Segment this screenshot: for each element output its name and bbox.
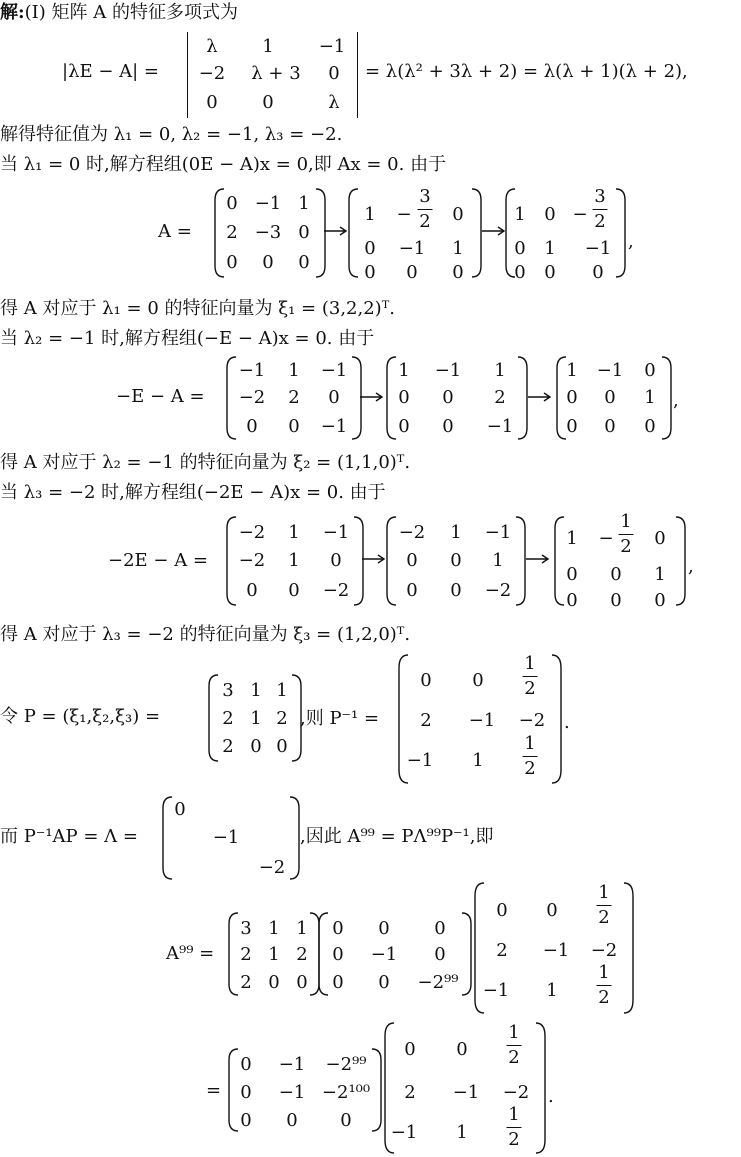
res-pinv-fraction [507,1106,522,1149]
eigvec3-line: 得 A 对应于 λ₃ = −2 的特征向量为 ξ₃ = (1,2,0)ᵀ. [0,624,411,645]
m3b-right-paren [514,516,526,606]
m3c-cell: 0 [610,564,622,585]
a99pinv-cell: 0 [496,900,508,921]
diag-cell: 0 [174,799,186,820]
m1c-cell: 1 [514,204,526,225]
m3b-cell: 1 [492,550,504,571]
m1a-left-paren [214,188,226,278]
m3b-cell: 0 [406,580,418,601]
numerator: 1 [598,962,610,983]
a99p-cell: 3 [240,918,252,939]
diag-cell: −2 [258,857,286,878]
m2c-cell: 0 [566,387,578,408]
m1a-cell: −1 [254,193,282,214]
m2b-right-paren [516,356,528,440]
a99pinv-cell: 2 [496,940,508,961]
m2b-cell: 2 [494,387,506,408]
m1a-cell: 0 [298,222,310,243]
p-lhs: 令 P = (ξ₁,ξ₂,ξ₃) = [0,706,161,727]
a99p-cell: 0 [268,972,280,993]
m1a-cell: 0 [226,252,238,273]
res-pinv-fraction [507,1024,522,1067]
m1b-cell: −1 [398,238,426,259]
m3c-fraction [619,513,634,556]
res-cell: 0 [340,1110,352,1131]
a99d-right-paren [460,912,472,996]
denominator: 2 [524,678,536,699]
a99pinv-fraction [597,884,612,927]
res-cell: 0 [240,1054,252,1075]
pinv-cell: 0 [420,670,432,691]
res-pinv-cell: 2 [404,1082,416,1103]
m3a-cell: 0 [330,550,342,571]
m3a-cell: 1 [288,522,300,543]
m3-tail: , [688,556,694,577]
denominator: 2 [598,987,610,1008]
res-cell: −2⁹⁹ [325,1054,367,1075]
res-pinv-cell: 0 [404,1039,416,1060]
res-cell: 0 [240,1082,252,1103]
m1c-cell: 1 [544,238,556,259]
res-right-paren [370,1048,382,1132]
m2a-cell: −1 [238,360,266,381]
res-pinv-cell: 0 [456,1039,468,1060]
numerator: 1 [620,511,632,532]
denominator: 2 [598,907,610,928]
solution-label: 解: [0,2,25,23]
m2b-cell: −1 [486,416,514,437]
result-tail: . [548,1086,554,1107]
m2c-cell: 1 [566,360,578,381]
numerator: 3 [419,186,431,207]
a99p-left-paren [228,912,240,996]
m3b-cell: 1 [450,522,462,543]
m2a-cell: 1 [288,360,300,381]
res-pinv-right-paren [534,1022,546,1154]
m3a-cell: −2 [238,550,266,571]
m2b-cell: 1 [398,360,410,381]
numerator: 1 [598,882,610,903]
numerator: 1 [524,653,536,674]
m2b-cell: 0 [398,416,410,437]
p-cell: 3 [222,680,234,701]
m2c-cell: 1 [644,387,656,408]
a99pinv-cell: 0 [546,900,558,921]
arrow-icon [362,553,386,565]
m3-lhs: −2E − A = [108,550,209,571]
a99d-cell: 0 [378,972,390,993]
a99pinv-cell: −1 [482,980,510,1001]
m1-tail: , [628,231,634,252]
a99p-cell: 2 [240,944,252,965]
m3b-cell: −1 [484,522,512,543]
m2c-cell: 0 [604,387,616,408]
m1b-fraction [418,188,433,231]
p-cell: 2 [222,708,234,729]
a99d-cell: −1 [370,944,398,965]
case2-line: 当 λ₂ = −1 时,解方程组(−E − A)x = 0. 由于 [0,328,375,349]
res-pinv-cell: 1 [456,1122,468,1143]
p-cell: 0 [250,736,262,757]
m2b-cell: 0 [442,416,454,437]
pinv-cell: −1 [468,710,496,731]
m3a-cell: −2 [322,580,350,601]
det-cell: 0 [262,92,274,113]
a99d-cell: −2⁹⁹ [417,972,459,993]
m1-lhs: A = [158,221,192,242]
denominator: 2 [594,211,606,232]
diag-cell: −1 [212,827,240,848]
m3c-cell: 0 [566,564,578,585]
pinv-right-paren [550,654,562,784]
det-cell: 1 [262,36,274,57]
p-mid: ,则 P⁻¹ = [300,708,380,729]
a99d-cell: 0 [434,944,446,965]
res-pinv-cell: −1 [390,1122,418,1143]
m1c-right-paren [614,188,626,278]
p-cell: 1 [250,708,262,729]
m1b-right-paren [470,188,482,278]
denominator: 2 [508,1129,520,1150]
m3c-cell: 1 [654,564,666,585]
m2c-cell: 0 [644,360,656,381]
m3b-cell: 0 [450,580,462,601]
intro-text: 矩阵 A 的特征多项式为 [51,2,238,23]
m2c-cell: 0 [604,416,616,437]
m3a-cell: −2 [238,522,266,543]
p-cell: 1 [276,680,288,701]
m3c-left-paren [554,516,566,606]
m3b-cell: −2 [484,580,512,601]
part-label: (Ⅰ) [24,2,46,23]
a99d-cell: 0 [332,944,344,965]
a99p-cell: 1 [268,918,280,939]
res-cell: −2¹⁰⁰ [321,1082,371,1103]
case3-line: 当 λ₃ = −2 时,解方程组(−2E − A)x = 0. 由于 [0,482,386,503]
m3c-cell: 0 [654,590,666,611]
det-lhs: |λE − A| = [62,61,160,82]
m3c-cell: 0 [654,528,666,549]
numerator: 1 [508,1022,520,1043]
m1b-cell: 0 [364,238,376,259]
diag-left-paren [162,796,174,880]
m1c-cell: 0 [544,204,556,225]
m1c-cell: − [572,204,588,225]
pinv-cell: 0 [472,670,484,691]
m1b-left-paren [348,188,360,278]
diag-right-paren [288,796,300,880]
pinv-cell: −2 [518,710,546,731]
a99p-cell: 1 [268,944,280,965]
m3b-cell: 0 [450,550,462,571]
arrow-icon [526,553,550,565]
a99pinv-cell: −1 [542,940,570,961]
m3b-left-paren [386,516,398,606]
m2a-cell: 0 [246,416,258,437]
arrow-icon [360,391,384,403]
a99pinv-right-paren [622,882,634,1014]
det-rhs: = λ(λ² + 3λ + 2) = λ(λ + 1)(λ + 2), [365,61,688,82]
pinv-cell: 2 [420,710,432,731]
m1c-fraction [593,188,608,231]
arrow-icon [324,225,348,237]
p-cell: 2 [222,736,234,757]
m1b-cell: 0 [406,262,418,283]
a99pinv-cell: 1 [546,980,558,1001]
a99pinv-fraction [597,964,612,1007]
m1b-cell: 1 [452,238,464,259]
m2c-cell: 0 [566,416,578,437]
m3c-cell: 0 [610,590,622,611]
m3a-cell: 0 [246,580,258,601]
m1c-cell: 0 [514,238,526,259]
p-cell: 0 [276,736,288,757]
result-eq: = [206,1080,222,1101]
pinv-cell: −1 [406,750,434,771]
res-pinv-cell: −1 [452,1082,480,1103]
m2c-right-paren [660,356,672,440]
res-cell: −1 [278,1054,306,1075]
a99d-left-paren [318,912,330,996]
m2a-cell: 0 [328,387,340,408]
numerator: 1 [524,733,536,754]
det-cell: λ + 3 [251,63,301,84]
denominator: 2 [508,1047,520,1068]
case1-line: 当 λ₁ = 0 时,解方程组(0E − A)x = 0,即 Ax = 0. 由于 [0,154,447,175]
p-left-paren [208,674,220,762]
m2-lhs: −E − A = [116,386,205,407]
det-cell: −1 [318,36,346,57]
m2c-cell: 0 [644,416,656,437]
a99-lhs: A⁹⁹ = [166,943,215,964]
m2a-cell: −1 [320,416,348,437]
eigvec1-line: 得 A 对应于 λ₁ = 0 的特征向量为 ξ₁ = (3,2,2)ᵀ. [0,298,395,319]
p-tail: . [564,712,570,733]
m2b-cell: 0 [442,387,454,408]
a99p-cell: 2 [296,944,308,965]
m2b-cell: 0 [398,387,410,408]
m2-tail: , [673,390,679,411]
p-cell: 2 [276,708,288,729]
m2a-left-paren [226,356,238,440]
m1c-cell: −1 [584,238,612,259]
m1a-cell: 0 [298,252,310,273]
m2b-left-paren [386,356,398,440]
m1a-cell: 2 [226,222,238,243]
diag-lhs: 而 P⁻¹AP = Λ = [0,826,138,847]
eigenvalues-line: 解得特征值为 λ₁ = 0, λ₂ = −1, λ₃ = −2. [0,124,343,145]
a99d-cell: 0 [434,918,446,939]
m3a-cell: 0 [288,580,300,601]
det-left-bar [187,32,188,118]
arrow-icon [482,225,506,237]
det-cell: λ [206,36,218,57]
denominator: 2 [419,211,431,232]
m2b-cell: −1 [434,360,462,381]
diag-rhs: ,因此 A⁹⁹ = PΛ⁹⁹P⁻¹,即 [300,826,494,847]
pinv-fraction [523,655,538,698]
m1b-cell: 0 [364,262,376,283]
res-cell: −1 [278,1082,306,1103]
det-cell: λ [328,92,340,113]
a99d-cell: 0 [378,918,390,939]
det-right-bar [357,32,358,118]
solution-heading [0,4,238,22]
m3a-cell: −1 [322,522,350,543]
m3c-cell: − [598,528,614,549]
arrow-icon [528,391,552,403]
det-cell: −2 [198,63,226,84]
res-pinv-cell: −2 [502,1082,530,1103]
m3b-cell: −2 [398,522,426,543]
m2a-cell: −2 [238,387,266,408]
m2c-cell: −1 [596,360,624,381]
denominator: 2 [524,758,536,779]
numerator: 1 [508,1104,520,1125]
m1a-cell: −3 [254,222,282,243]
m1b-cell: 1 [364,204,376,225]
m1b-cell: − [396,204,412,225]
res-left-paren [228,1048,240,1132]
a99pinv-cell: −2 [590,940,618,961]
m1b-cell: 0 [452,204,464,225]
det-cell: 0 [328,63,340,84]
eigvec2-line: 得 A 对应于 λ₂ = −1 的特征向量为 ξ₂ = (1,1,0)ᵀ. [0,452,411,473]
m2a-cell: 0 [288,416,300,437]
pinv-fraction [523,735,538,778]
m1c-cell: 0 [514,262,526,283]
m3a-left-paren [226,516,238,606]
m2b-cell: 1 [494,360,506,381]
m1a-cell: 0 [262,252,274,273]
m3c-right-paren [674,516,686,606]
det-cell: 0 [206,92,218,113]
m2a-cell: −1 [320,360,348,381]
a99p-cell: 1 [296,918,308,939]
p-cell: 1 [250,680,262,701]
m3a-cell: 1 [288,550,300,571]
res-cell: 0 [240,1110,252,1131]
m1a-cell: 1 [298,193,310,214]
a99p-cell: 2 [240,972,252,993]
m3b-cell: 0 [406,550,418,571]
m2a-cell: 2 [288,387,300,408]
m3c-cell: 1 [566,528,578,549]
m1a-cell: 0 [226,193,238,214]
m1c-cell: 0 [544,262,556,283]
m1b-cell: 0 [452,262,464,283]
a99d-cell: 0 [332,972,344,993]
m1c-cell: 0 [592,262,604,283]
m3c-cell: 0 [566,590,578,611]
a99p-cell: 0 [296,972,308,993]
denominator: 2 [620,536,632,557]
res-cell: 0 [286,1110,298,1131]
pinv-cell: 1 [472,750,484,771]
numerator: 3 [594,186,606,207]
a99d-cell: 0 [332,918,344,939]
